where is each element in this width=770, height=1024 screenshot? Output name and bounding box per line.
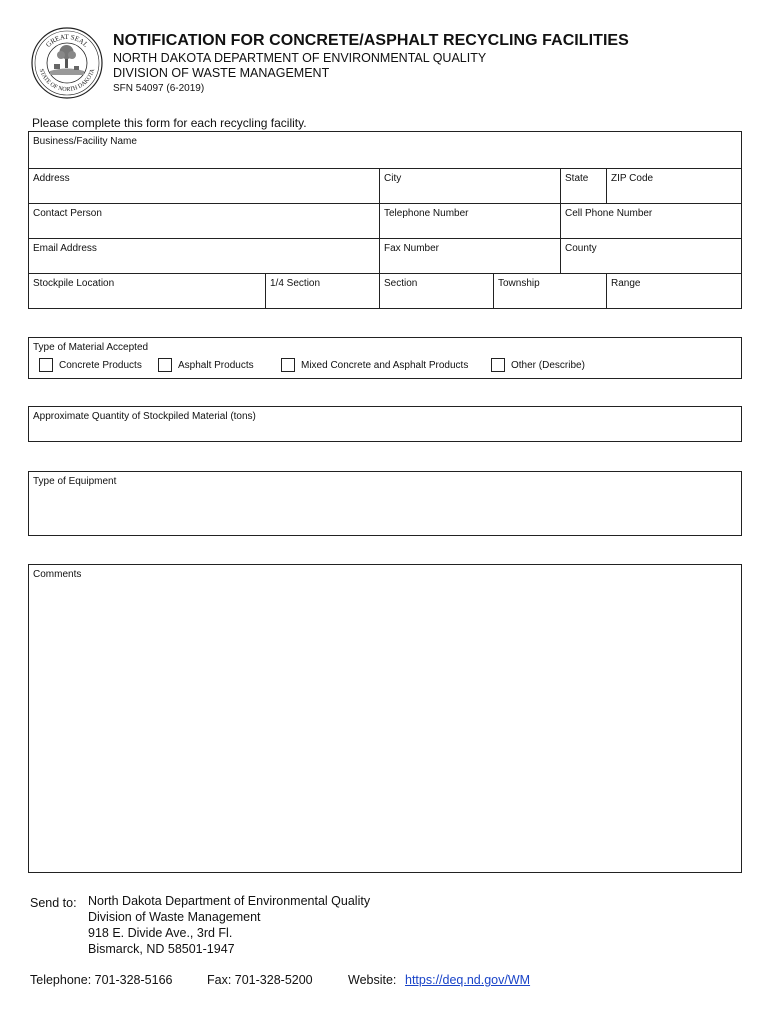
city-label: City xyxy=(384,173,402,184)
mailing-address-line-1: North Dakota Department of Environmental Quality xyxy=(88,894,371,908)
section-label: Section xyxy=(384,278,418,289)
fax-field[interactable] xyxy=(380,239,561,274)
stockpile-location-label: Stockpile Location xyxy=(33,278,115,289)
business-name-label: Business/Facility Name xyxy=(33,136,137,147)
range-field[interactable] xyxy=(607,274,741,308)
fax-label: Fax Number xyxy=(384,243,440,254)
telephone-label: Telephone Number xyxy=(384,208,469,219)
county-field[interactable] xyxy=(561,239,741,274)
township-field[interactable] xyxy=(494,274,607,308)
contact-person-field[interactable] xyxy=(29,204,380,239)
email-label: Email Address xyxy=(33,243,97,254)
state-label: State xyxy=(565,173,589,184)
concrete-products-label: Concrete Products xyxy=(59,360,142,371)
form-title: NOTIFICATION FOR CONCRETE/ASPHALT RECYCLING FACILITIES xyxy=(113,32,629,49)
county-label: County xyxy=(565,243,597,254)
svg-text:GREAT SEAL: GREAT SEAL xyxy=(44,32,90,49)
department-name: NORTH DAKOTA DEPARTMENT OF ENVIRONMENTAL QUALITY xyxy=(113,51,487,65)
facility-info-grid xyxy=(28,131,742,309)
stockpile-location-field[interactable] xyxy=(29,274,266,308)
footer-telephone: Telephone: 701-328-5166 xyxy=(30,973,173,987)
footer-website-label: Website: xyxy=(348,973,397,987)
mixed-products-checkbox[interactable] xyxy=(281,358,295,372)
other-label: Other (Describe) xyxy=(511,360,585,371)
cell-phone-label: Cell Phone Number xyxy=(565,208,653,219)
email-field[interactable] xyxy=(29,239,380,274)
telephone-field[interactable] xyxy=(380,204,561,239)
equipment-label: Type of Equipment xyxy=(33,476,117,487)
section-field[interactable] xyxy=(380,274,494,308)
city-field[interactable] xyxy=(380,169,561,204)
mixed-products-label: Mixed Concrete and Asphalt Products xyxy=(301,360,469,371)
township-label: Township xyxy=(498,278,540,289)
website-link[interactable]: https://deq.nd.gov/WM xyxy=(405,973,531,987)
address-label: Address xyxy=(33,173,70,184)
material-type-section xyxy=(28,337,742,379)
state-seal-logo xyxy=(30,26,104,100)
contact-person-label: Contact Person xyxy=(33,208,102,219)
instruction-text: Please complete this form for each recycling facility. xyxy=(32,116,307,130)
svg-text:STATE OF NORTH DAKOTA: STATE OF NORTH DAKOTA xyxy=(37,68,97,94)
mailing-address-line-4: Bismarck, ND 58501-1947 xyxy=(88,942,235,956)
cell-phone-field[interactable] xyxy=(561,204,741,239)
quantity-label: Approximate Quantity of Stockpiled Material (tons) xyxy=(33,411,256,422)
quarter-section-field[interactable] xyxy=(266,274,380,308)
other-checkbox[interactable] xyxy=(491,358,505,372)
equipment-field[interactable] xyxy=(28,471,742,536)
state-field[interactable] xyxy=(561,169,607,204)
asphalt-products-label: Asphalt Products xyxy=(178,360,254,371)
mailing-address-line-2: Division of Waste Management xyxy=(88,910,261,924)
quantity-field[interactable] xyxy=(28,406,742,442)
business-name-field[interactable] xyxy=(29,132,741,169)
zip-label: ZIP Code xyxy=(611,173,654,184)
zip-field[interactable] xyxy=(607,169,741,204)
material-type-label: Type of Material Accepted xyxy=(33,342,149,353)
comments-label: Comments xyxy=(33,569,82,580)
range-label: Range xyxy=(611,278,641,289)
mailing-address-line-3: 918 E. Divide Ave., 3rd Fl. xyxy=(88,926,233,940)
division-name: DIVISION OF WASTE MANAGEMENT xyxy=(113,66,330,80)
quarter-section-label: 1/4 Section xyxy=(270,278,321,289)
asphalt-products-checkbox[interactable] xyxy=(158,358,172,372)
form-number: SFN 54097 (6-2019) xyxy=(113,83,205,94)
send-to-label: Send to: xyxy=(30,896,77,910)
address-field[interactable] xyxy=(29,169,380,204)
footer-fax: Fax: 701-328-5200 xyxy=(207,973,313,987)
concrete-products-checkbox[interactable] xyxy=(39,358,53,372)
comments-field[interactable] xyxy=(28,564,742,873)
